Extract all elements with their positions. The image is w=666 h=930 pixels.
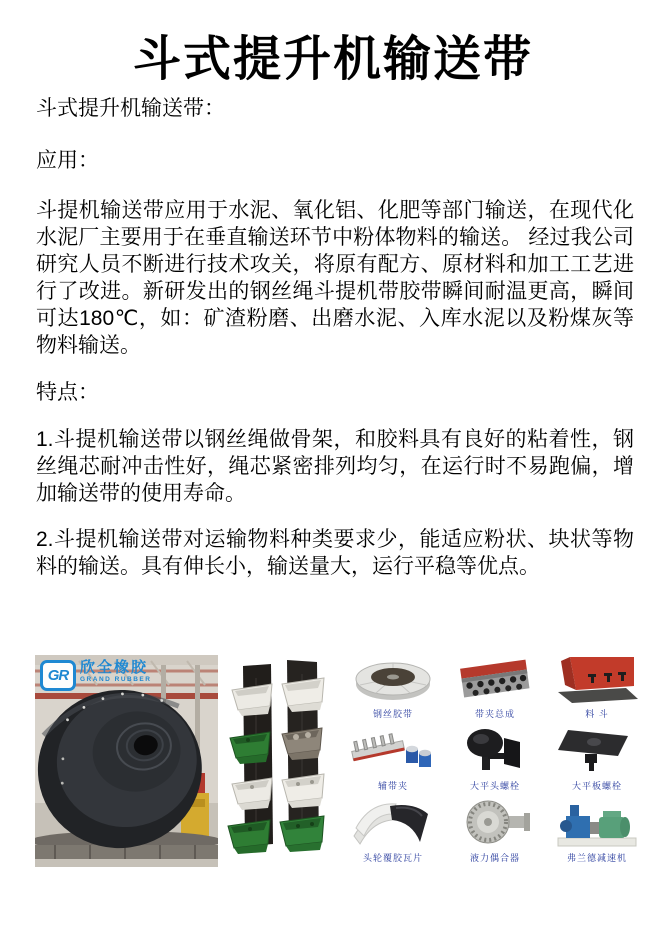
gear-reducer-illustration	[552, 796, 642, 848]
hopper-illustration	[552, 652, 642, 704]
part-label: 头轮覆胶瓦片	[362, 853, 423, 863]
part-cell-belt-clamp-assembly	[444, 650, 546, 722]
grand-rubber-logo	[40, 660, 151, 691]
part-cell-rubber-tiles	[342, 794, 444, 866]
part-label: 大平头螺栓	[469, 781, 520, 791]
feature-2-paragraph: 2.斗提机输送带对运输物料种类要求少，能适应粉状、块状等物料的输送。具有伸长小，输送量大，运行平稳等优点。	[36, 528, 634, 578]
part-label: 钢丝胶带	[372, 709, 413, 719]
logo-monogram: GR	[47, 667, 69, 684]
feature-1-paragraph: 1.斗提机输送带以钢丝绳做骨架，和胶料具有良好的粘着性，钢丝绳芯耐冲击性好，绳芯紧密排列均匀，在运行时不易跑偏，增加输送带的使用寿命。	[36, 428, 634, 505]
flat-plate-bolt-illustration	[552, 724, 642, 776]
part-cell-hopper	[546, 650, 648, 722]
parts-grid	[342, 650, 648, 866]
aux-belt-clamp-illustration	[348, 724, 438, 776]
bucket-board-illustration	[226, 658, 334, 858]
part-cell-steel-wire-belt	[342, 650, 444, 722]
part-cell-fluid-coupling	[444, 794, 546, 866]
part-label: 带夹总成	[474, 709, 515, 719]
logo-text	[80, 660, 151, 684]
part-label: 料 斗	[585, 709, 609, 719]
page-title: 斗式提升机输送带	[132, 33, 533, 86]
rubber-tiles-illustration	[348, 796, 438, 848]
part-label: 大平板螺栓	[571, 781, 622, 791]
logo-name-en: GRAND RUBBER	[80, 676, 152, 683]
logo-name-cn: 欣全橡胶	[80, 659, 149, 676]
part-label: 液力偶合器	[469, 853, 520, 863]
part-cell-aux-belt-clamp	[342, 722, 444, 794]
application-heading: 应用：	[36, 149, 99, 172]
flat-head-bolt-illustration	[450, 724, 540, 776]
steel-wire-belt-roll-illustration	[348, 652, 438, 704]
belt-clamp-assembly-illustration	[450, 652, 540, 704]
part-label: 弗兰德减速机	[566, 853, 627, 863]
grand-rubber-logo-icon	[40, 660, 76, 691]
product-gallery	[0, 648, 666, 878]
fluid-coupling-illustration	[450, 796, 540, 848]
part-cell-flat-head-bolt	[444, 722, 546, 794]
bucket-board-photo	[226, 658, 334, 858]
belt-roll-photo	[35, 655, 218, 867]
application-paragraph: 斗提机输送带应用于水泥、氧化铝、化肥等部门输送，在现代化水泥厂主要用于在垂直输送环节中粉体物料的输送。 经过我公司研究人员不断进行技术攻关，将原有配方、原材料和加工工艺进行了改进。新研发出的钢丝绳斗提机带胶带瞬间耐温更高，瞬间可达180℃，如：矿渣粉磨、出磨水泥、入库水泥以及粉煤灰等物料输送。	[36, 199, 634, 357]
part-cell-gear-reducer	[546, 794, 648, 866]
features-heading: 特点：	[36, 381, 99, 404]
part-label: 辅带夹	[377, 781, 408, 791]
intro-line: 斗式提升机输送带：	[36, 97, 225, 120]
part-cell-flat-plate-bolt	[546, 722, 648, 794]
